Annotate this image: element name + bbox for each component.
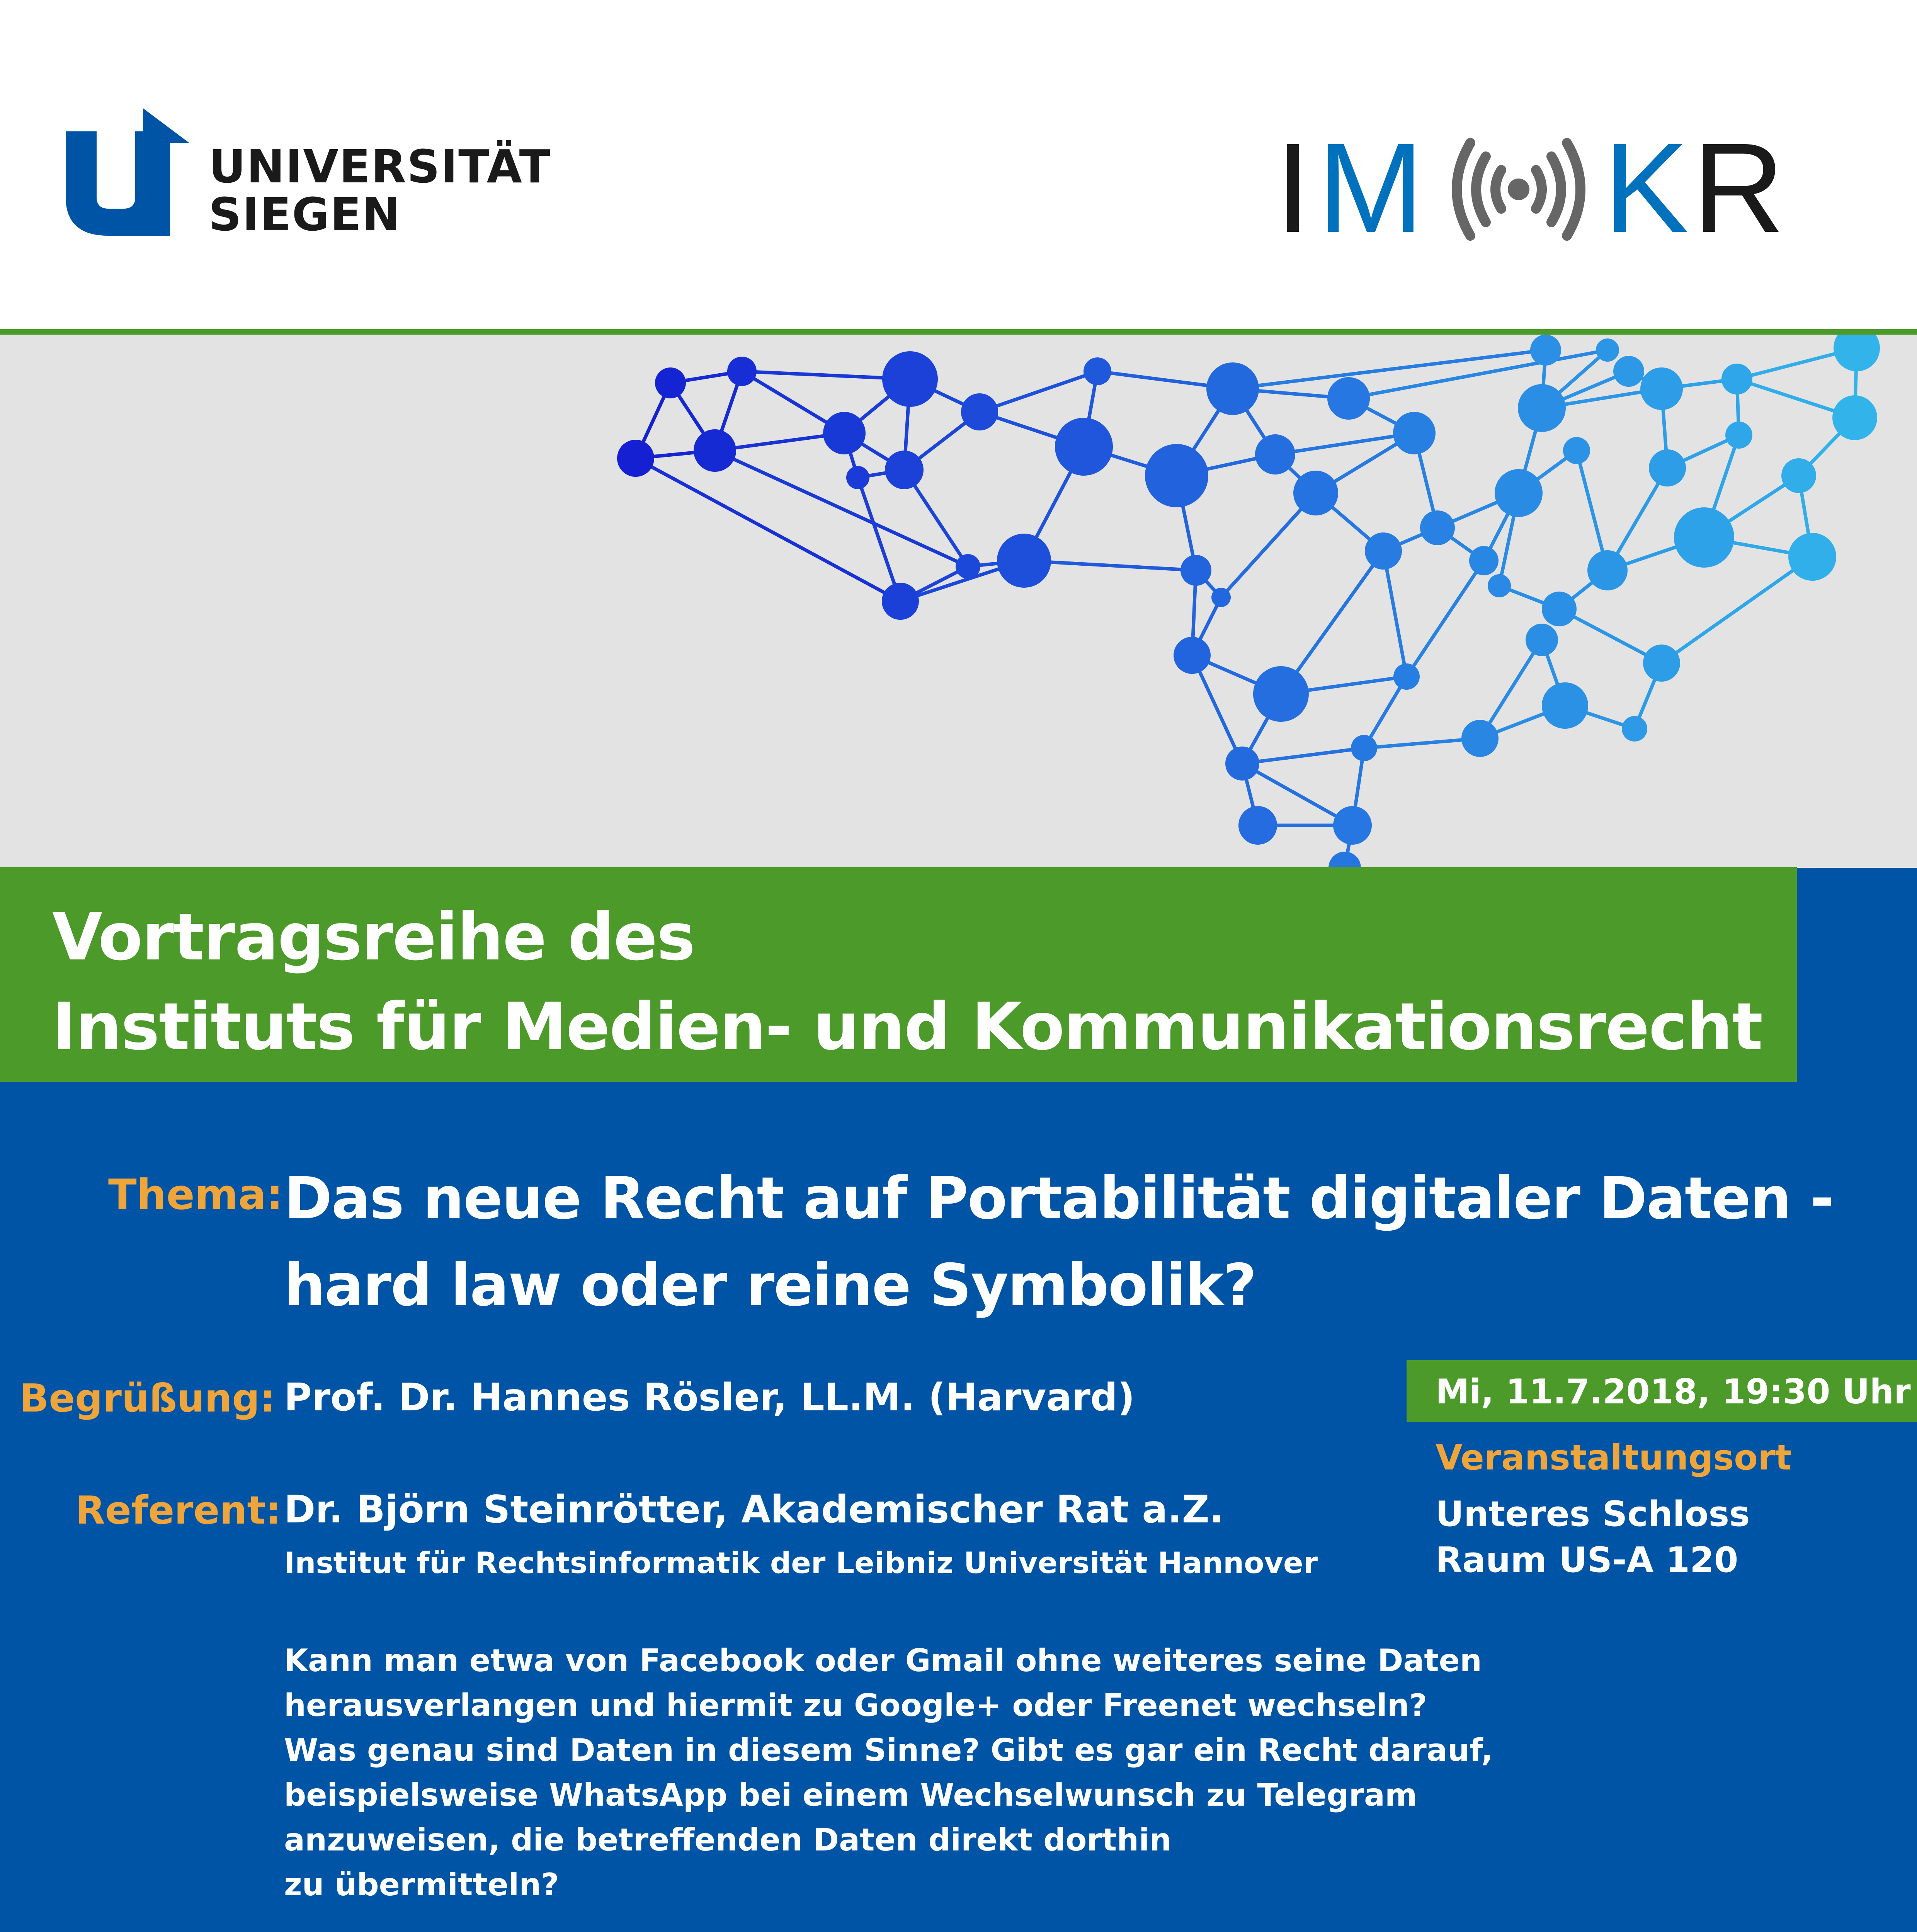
greeting-name: Prof. Dr. Hannes Rösler, LL.M. (Harvard)	[284, 1376, 1135, 1420]
network-node	[846, 466, 869, 489]
imkr-logo	[1275, 124, 1808, 251]
venue-line2: Raum US-A 120	[1436, 1539, 1738, 1580]
imkr-logo-k: K	[1604, 124, 1689, 251]
network-node	[823, 412, 866, 454]
speaker-name: Dr. Björn Steinrötter, Akademischer Rat a.Z.	[284, 1488, 1224, 1532]
network-node	[1180, 555, 1211, 586]
network-node	[1622, 716, 1647, 742]
network-node	[1255, 434, 1295, 474]
theme-title-line1: Das neue Recht auf Portabilität digitaler Daten -	[284, 1165, 1834, 1232]
network-node	[1832, 395, 1877, 440]
network-node	[1469, 546, 1499, 575]
poster-header	[0, 0, 1917, 335]
network-node	[1393, 412, 1436, 454]
network-node	[1649, 449, 1686, 486]
speaker-affiliation: Institut für Rechtsinformatik der Leibniz Universität Hannover	[284, 1546, 1318, 1580]
network-node	[1238, 806, 1277, 845]
network-node	[1253, 666, 1309, 722]
greeting-label: Begrüßung:	[19, 1376, 276, 1421]
network-node	[727, 357, 757, 386]
network-node	[1542, 592, 1577, 626]
network-node	[1587, 550, 1628, 590]
network-node	[1788, 533, 1836, 581]
network-node	[617, 440, 654, 477]
network-node	[694, 429, 736, 472]
network-node	[1563, 437, 1590, 464]
network-node	[1461, 720, 1499, 757]
description-line: beispielsweise WhatsApp bei einem Wechselwunsch zu Telegram	[284, 1777, 1417, 1813]
network-edge	[1662, 557, 1812, 663]
network-node	[1351, 735, 1377, 761]
series-title-line2: Instituts für Medien- und Kommunikationsrecht	[52, 988, 1762, 1065]
network-node	[997, 534, 1051, 588]
description-paragraph-1	[284, 1638, 1493, 1907]
description-paragraph-2	[284, 1930, 1424, 1932]
imkr-logo-i: I	[1275, 124, 1311, 251]
description-line: Kann man etwa von Facebook oder Gmail ohne weiteres seine Daten	[284, 1643, 1482, 1679]
speaker-label: Referent:	[75, 1488, 281, 1533]
network-node	[1420, 510, 1455, 545]
network-node	[1643, 645, 1680, 682]
network-node	[1174, 637, 1211, 674]
network-node	[1781, 458, 1816, 493]
description-line: Was genau sind Daten in diesem Sinne? Gibt es gar ein Recht darauf,	[284, 1732, 1493, 1768]
network-node	[1725, 422, 1752, 449]
network-node	[655, 367, 686, 398]
university-name-line2: SIEGEN	[209, 187, 401, 241]
university-name-line1: UNIVERSITÄT	[209, 140, 551, 193]
network-node	[1055, 418, 1113, 476]
series-title-line1: Vortragsreihe des	[52, 899, 695, 975]
network-node	[1526, 624, 1558, 656]
theme-label: Thema:	[108, 1171, 283, 1219]
network-node	[882, 583, 919, 620]
network-node	[1206, 362, 1259, 415]
network-node	[1495, 469, 1543, 517]
network-node	[885, 451, 924, 489]
network-node	[1145, 444, 1208, 507]
network-node	[1674, 507, 1734, 568]
imkr-logo-m: M	[1318, 124, 1424, 251]
network-node	[1542, 682, 1588, 729]
description-line: zu übermitteln?	[284, 1867, 559, 1903]
venue-label: Veranstaltungsort	[1436, 1437, 1792, 1478]
network-node	[1225, 747, 1259, 781]
network-node	[1393, 663, 1420, 690]
network-edge	[1242, 748, 1364, 764]
network-edge	[1383, 551, 1407, 677]
theme-title	[284, 1155, 1834, 1329]
network-node	[1488, 574, 1511, 597]
network-node	[1596, 338, 1619, 362]
network-edge	[980, 371, 1097, 412]
network-node	[1333, 806, 1372, 845]
network-node	[961, 393, 998, 430]
series-title	[52, 893, 1791, 1072]
network-node	[1530, 335, 1561, 366]
venue-address	[1436, 1492, 1750, 1583]
network-node	[1721, 364, 1752, 395]
network-node	[1518, 384, 1566, 432]
network-node	[1834, 335, 1880, 371]
signal-waves-icon	[1457, 143, 1580, 236]
network-illustration	[0, 335, 1917, 868]
network-edge	[1407, 561, 1484, 677]
network-node	[1327, 377, 1370, 420]
theme-title-line2: hard law oder reine Symbolik?	[284, 1252, 1256, 1319]
venue-line1: Unteres Schloss	[1436, 1494, 1750, 1534]
network-node	[1613, 356, 1644, 387]
lecture-description	[284, 1638, 1493, 1932]
network-node	[1293, 471, 1338, 515]
network-node	[1084, 357, 1111, 385]
network-node	[1640, 367, 1683, 410]
event-date: Mi, 11.7.2018, 19:30 Uhr	[1436, 1372, 1911, 1412]
description-line: anzuweisen, die betreffenden Daten direkt dorthin	[284, 1822, 1172, 1858]
network-node	[1328, 852, 1361, 868]
network-node	[1211, 588, 1231, 607]
university-name	[209, 140, 551, 241]
network-node	[956, 554, 980, 579]
description-line	[284, 1930, 1424, 1932]
university-u-arrow-icon	[66, 108, 189, 236]
description-line: herausverlangen und hiermit zu Google+ oder Freenet wechseln?	[284, 1687, 1427, 1723]
network-graphic-area	[0, 335, 1917, 868]
imkr-logo-r: R	[1692, 124, 1785, 251]
network-node	[882, 351, 938, 407]
network-node	[1365, 532, 1402, 570]
